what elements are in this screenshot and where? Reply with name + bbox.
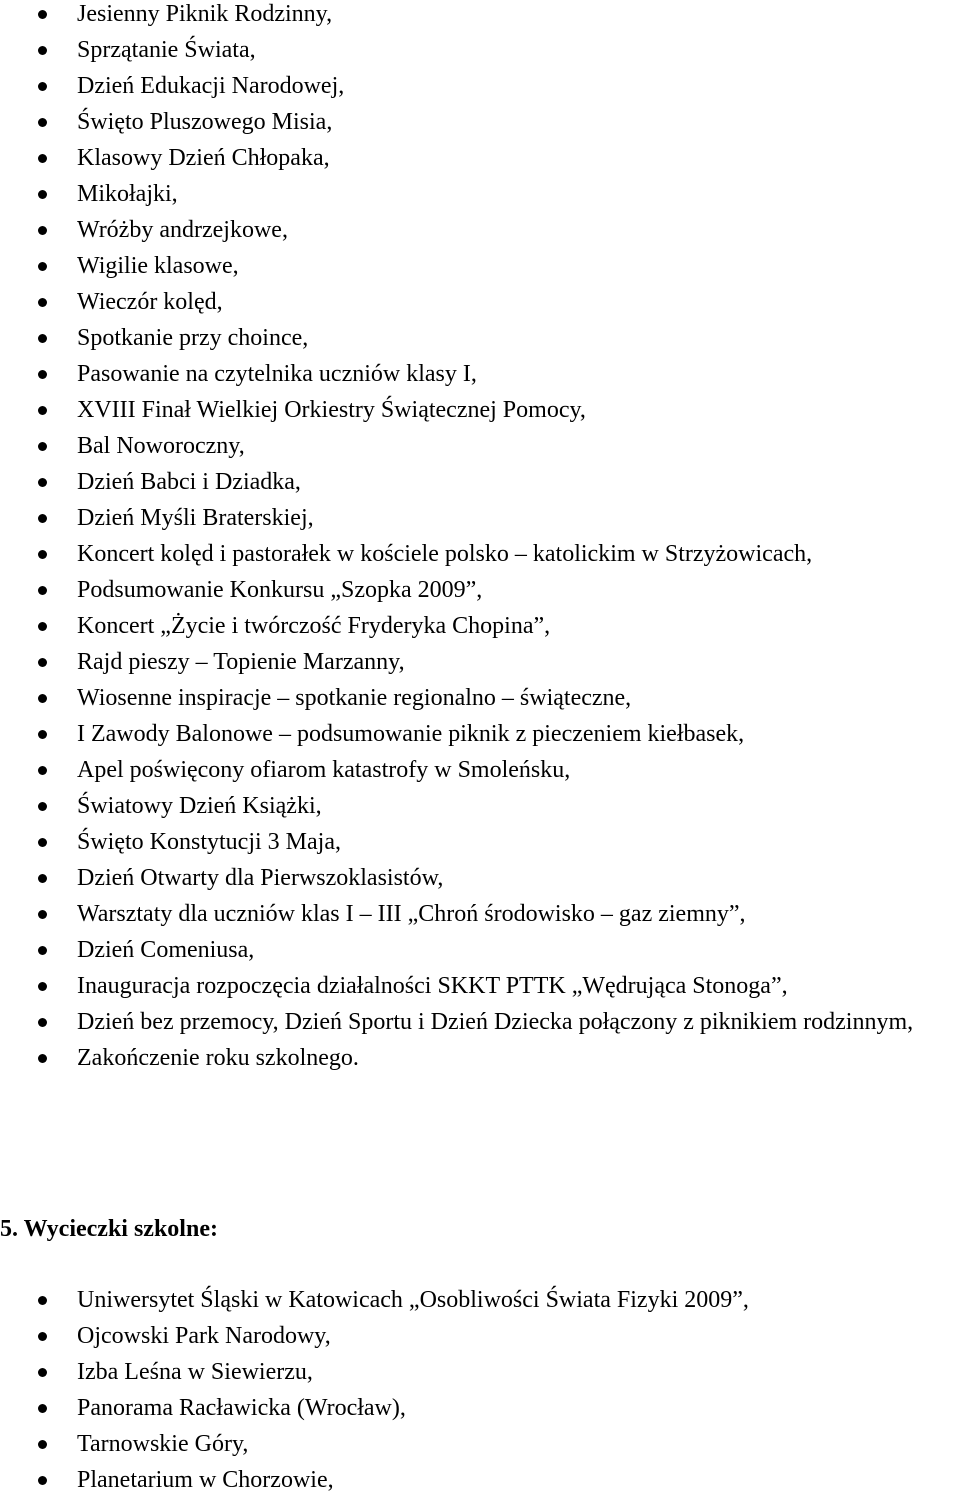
bullet-icon: [38, 550, 47, 559]
list-item: [0, 644, 960, 680]
list-item: [0, 392, 960, 428]
bullet-icon: [38, 154, 47, 163]
list-item-text: Dzień Edukacji Narodowej,: [77, 73, 345, 99]
list-item: [0, 608, 960, 644]
list-item-text: Pasowanie na czytelnika uczniów klasy I,: [77, 361, 477, 387]
list-item: [0, 284, 960, 320]
list-item-text: Apel poświęcony ofiarom katastrofy w Smoleńsku,: [77, 757, 571, 783]
bullet-icon: [38, 478, 47, 487]
list-item: [0, 176, 960, 212]
list-item-text: Rajd pieszy – Topienie Marzanny,: [77, 649, 405, 675]
list-item-text: Zakończenie roku szkolnego.: [77, 1045, 359, 1071]
list-item-text: Wigilie klasowe,: [77, 253, 239, 279]
bullet-icon: [38, 118, 47, 127]
bullet-icon: [38, 1018, 47, 1027]
list-item: [0, 572, 960, 608]
bullet-icon: [38, 1054, 47, 1063]
bullet-icon: [38, 1440, 47, 1449]
bullet-icon: [38, 442, 47, 451]
list-item-text: Mikołajki,: [77, 181, 178, 207]
list-item-text: Koncert „Życie i twórczość Fryderyka Chopina”,: [77, 613, 551, 639]
list-item: [0, 32, 960, 68]
list-item-text: I Zawody Balonowe – podsumowanie piknik z pieczeniem kiełbasek,: [77, 721, 745, 747]
bullet-icon: [38, 10, 47, 19]
list-item-text: Dzień Myśli Braterskiej,: [77, 505, 314, 531]
list-item: [0, 1462, 960, 1498]
list-item: [0, 212, 960, 248]
list-item: [0, 788, 960, 824]
list-item-text: Dzień Babci i Dziadka,: [77, 469, 301, 495]
bullet-icon: [38, 658, 47, 667]
list-item: [0, 860, 960, 896]
list-item-text: Warsztaty dla uczniów klas I – III „Chroń środowisko – gaz ziemny”,: [77, 901, 746, 927]
list-item: [0, 1318, 960, 1354]
list-item-text: Światowy Dzień Książki,: [77, 793, 322, 819]
list-item: [0, 464, 960, 500]
list-item-text: Jesienny Piknik Rodzinny,: [77, 1, 333, 27]
bullet-icon: [38, 730, 47, 739]
list-item-text: Sprzątanie Świata,: [77, 37, 256, 63]
list-item: [0, 752, 960, 788]
list-item: [0, 1390, 960, 1426]
list-item: [0, 932, 960, 968]
bullet-icon: [38, 190, 47, 199]
bullet-icon: [38, 766, 47, 775]
list-item-text: XVIII Finał Wielkiej Orkiestry Świątecznej Pomocy,: [77, 397, 586, 423]
bullet-icon: [38, 802, 47, 811]
bullet-icon: [38, 82, 47, 91]
bullet-icon: [38, 406, 47, 415]
list-item: [0, 428, 960, 464]
list-item-text: Tarnowskie Góry,: [77, 1431, 249, 1457]
list-item-text: Izba Leśna w Siewierzu,: [77, 1359, 313, 1385]
bullet-icon: [38, 46, 47, 55]
list-item: [0, 896, 960, 932]
list-item-text: Święto Pluszowego Misia,: [77, 109, 333, 135]
list-item: [0, 356, 960, 392]
bullet-icon: [38, 622, 47, 631]
bullet-icon: [38, 982, 47, 991]
list-item: [0, 500, 960, 536]
bullet-icon: [38, 694, 47, 703]
list-item-text: Święto Konstytucji 3 Maja,: [77, 829, 341, 855]
bullet-icon: [38, 262, 47, 271]
list-item-text: Wróżby andrzejkowe,: [77, 217, 288, 243]
list-item-text: Wiosenne inspiracje – spotkanie regionalno – świąteczne,: [77, 685, 632, 711]
list-item-text: Bal Noworoczny,: [77, 433, 245, 459]
bullet-icon: [38, 1404, 47, 1413]
list-item-text: Inauguracja rozpoczęcia działalności SKKT PTTK „Wędrująca Stonoga”,: [77, 973, 788, 999]
list-item: [0, 1426, 960, 1462]
list-item-text: Spotkanie przy choince,: [77, 325, 309, 351]
list-item: [0, 104, 960, 140]
list-item-text: Planetarium w Chorzowie,: [77, 1467, 334, 1493]
list-item-text: Ojcowski Park Narodowy,: [77, 1323, 331, 1349]
bullet-icon: [38, 910, 47, 919]
section-heading: 5. Wycieczki szkolne:: [0, 1216, 218, 1242]
bullet-icon: [38, 1332, 47, 1341]
list-item: [0, 0, 960, 32]
list-item: [0, 68, 960, 104]
list-item: [0, 320, 960, 356]
bullet-icon: [38, 298, 47, 307]
trips-list: [0, 1282, 960, 1498]
bullet-icon: [38, 334, 47, 343]
list-item-text: Panorama Racławicka (Wrocław),: [77, 1395, 406, 1421]
list-item-text: Uniwersytet Śląski w Katowicach „Osobliwości Świata Fizyki 2009”,: [77, 1287, 749, 1313]
bullet-icon: [38, 838, 47, 847]
list-item-text: Podsumowanie Konkursu „Szopka 2009”,: [77, 577, 483, 603]
list-item: [0, 536, 960, 572]
list-item-text: Wieczór kolęd,: [77, 289, 223, 315]
bullet-icon: [38, 226, 47, 235]
list-item: [0, 824, 960, 860]
bullet-icon: [38, 946, 47, 955]
list-item-text: Dzień bez przemocy, Dzień Sportu i Dzień Dziecka połączony z piknikiem rodzinnym,: [77, 1009, 914, 1035]
list-item-text: Klasowy Dzień Chłopaka,: [77, 145, 330, 171]
bullet-icon: [38, 1476, 47, 1485]
list-item: [0, 1004, 960, 1040]
bullet-icon: [38, 1296, 47, 1305]
bullet-icon: [38, 370, 47, 379]
list-item-text: Koncert kolęd i pastorałek w kościele polsko – katolickim w Strzyżowicach,: [77, 541, 813, 567]
list-item: [0, 716, 960, 752]
list-item-text: Dzień Comeniusa,: [77, 937, 255, 963]
bullet-icon: [38, 1368, 47, 1377]
list-item: [0, 1282, 960, 1318]
list-item: [0, 680, 960, 716]
list-item: [0, 140, 960, 176]
list-item: [0, 968, 960, 1004]
list-item-text: Dzień Otwarty dla Pierwszoklasistów,: [77, 865, 444, 891]
bullet-icon: [38, 874, 47, 883]
bullet-icon: [38, 586, 47, 595]
list-item: [0, 1354, 960, 1390]
list-item: [0, 1040, 960, 1076]
list-item: [0, 248, 960, 284]
bullet-icon: [38, 514, 47, 523]
